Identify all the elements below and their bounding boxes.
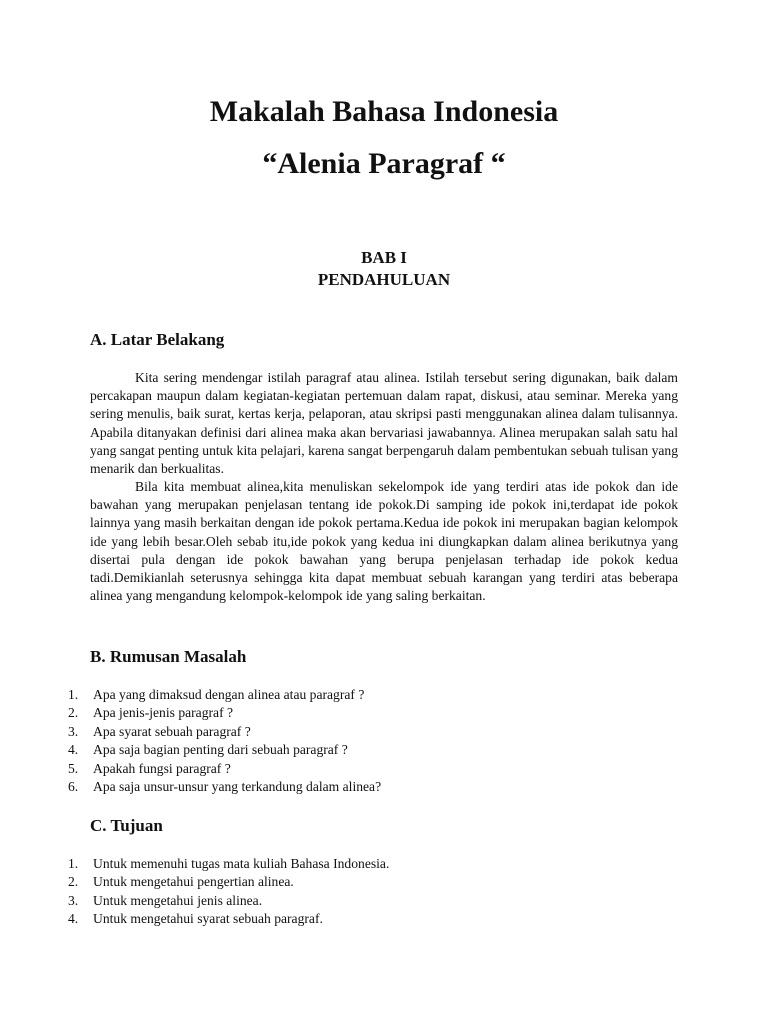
list-item-text: Untuk memenuhi tugas mata kuliah Bahasa Indonesia. [93, 856, 390, 871]
list-item-text: Apa yang dimaksud dengan alinea atau paragraf ? [93, 687, 365, 702]
list-number: 2. [68, 705, 79, 721]
section-heading-latar-belakang: A. Latar Belakang [90, 330, 225, 349]
section-heading-tujuan: C. Tujuan [90, 816, 163, 835]
list-item [0, 686, 381, 704]
list-number: 4. [68, 911, 79, 927]
list-item-text: Apa jenis-jenis paragraf ? [93, 705, 234, 721]
list-number: 3. [68, 723, 79, 739]
list-number: 2. [68, 874, 79, 890]
list-item [0, 855, 389, 873]
list-item [0, 704, 381, 722]
chapter-number: BAB I [361, 248, 407, 267]
list-item-text: Apa syarat sebuah paragraf ? [93, 723, 251, 739]
list-item-text: Untuk mengetahui pengertian alinea. [93, 874, 294, 890]
chapter-title: PENDAHULUAN [317, 270, 451, 289]
section-heading-rumusan-masalah: B. Rumusan Masalah [90, 647, 247, 666]
list-item-text: Untuk mengetahui jenis alinea. [93, 892, 263, 908]
list-item-text: Apa saja bagian penting dari sebuah paragraf ? [93, 742, 348, 758]
list-item [0, 910, 389, 928]
list-item-text: Apakah fungsi paragraf ? [93, 760, 231, 776]
list-item [0, 741, 381, 759]
document-title: Makalah Bahasa Indonesia [209, 95, 559, 128]
list-item [0, 778, 381, 796]
paragraph-2: Bila kita membuat alinea,kita menuliskan sekelompok ide yang terdiri atas ide pokok dan ide bawahan yang merupakan penjelasan tentang ide pokok.Di samping ide pokok ini,terdapat ide pokok lainnya yang masih berkaitan dengan ide pokok pertama.Kedua ide pokok ini merupakan bagian kelompok ide yang lebih besar.Oleh sebab itu,ide pokok yang kedua ini diungkapkan dalam alinea berikutnya yang disertai pula dengan ide pokok bawahan yang berupa penjelasan terhadap ide pokok kedua tadi.Demikianlah seterusnya sehingga kita dapat membuat sebuah karangan yang terdiri atas beberapa alinea yang mengandung kelompok-kelompok ide yang saling berkaitan. [90, 479, 678, 604]
list-number: 3. [68, 892, 79, 908]
document-subtitle: “Alenia Paragraf “ [262, 147, 506, 180]
list-number: 5. [68, 760, 79, 776]
list-item [0, 723, 381, 741]
list-item [0, 760, 381, 778]
list-number: 4. [68, 742, 79, 758]
rumusan-masalah-list [0, 686, 381, 796]
list-item [0, 873, 389, 891]
list-item-text: Untuk mengetahui syarat sebuah paragraf. [93, 911, 323, 927]
list-number: 6. [68, 779, 79, 795]
list-number: 1. [68, 687, 79, 702]
list-item [0, 892, 389, 910]
list-number: 1. [68, 856, 79, 871]
paragraph-1: Kita sering mendengar istilah paragraf atau alinea. Istilah tersebut sering digunakan, baik dalam percakapan maupun dalam kegiatan-kegiatan pertemuan dalam rapat, diskusi, atau seminar. Mereka yang sering menulis, baik surat, kertas kerja, pelaporan, atau skripsi pasti menggunakan alinea dalam tulisannya. Apabila ditanyakan definisi dari alinea maka akan bervariasi jawabannya. Alinea merupakan salah satu hal yang sangat penting untuk kita pelajari, karena sangat berpengaruh dalam pembentukan sebuah tulisan yang menarik dan berkualitas. [90, 370, 678, 477]
tujuan-list [0, 855, 389, 929]
list-item-text: Apa saja unsur-unsur yang terkandung dalam alinea? [93, 779, 382, 795]
